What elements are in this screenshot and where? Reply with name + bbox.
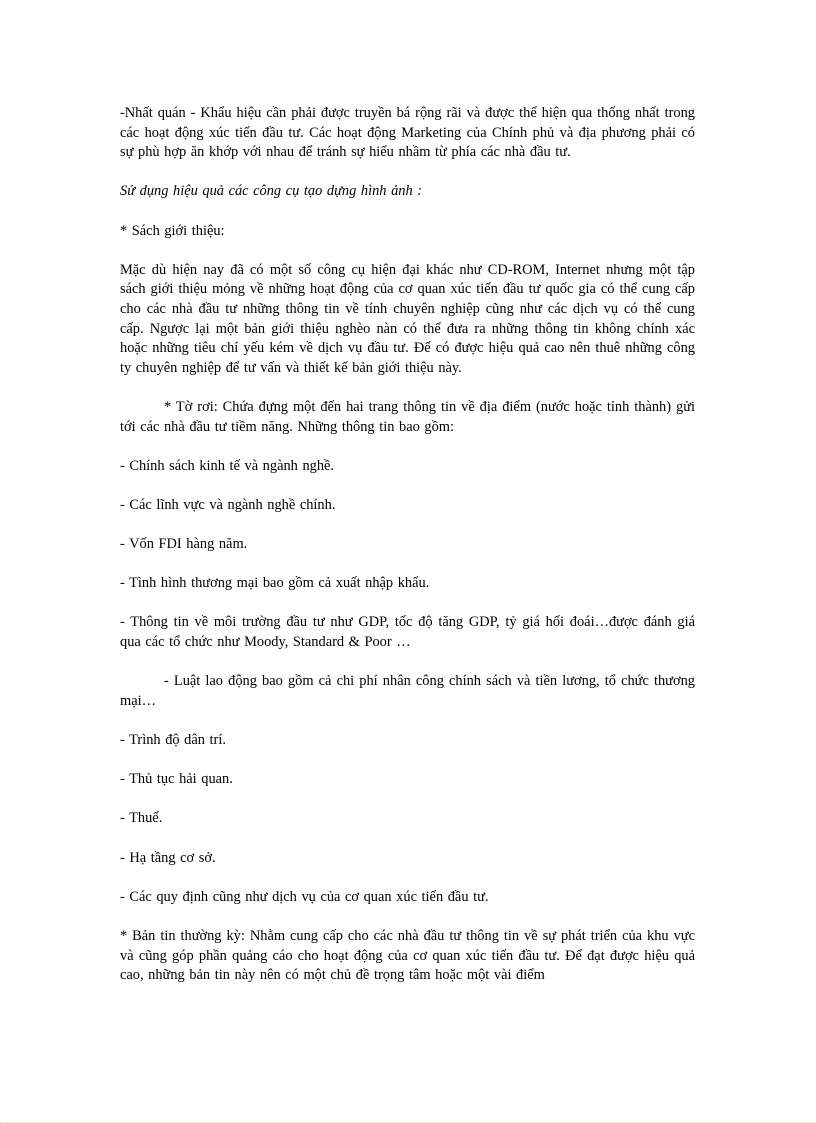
list-item: - Tình hình thương mại bao gồm cả xuất nhập khẩu. — [120, 575, 430, 592]
list-item: - Thủ tục hải quan. — [120, 771, 233, 788]
list-item: - Thuế. — [120, 810, 163, 827]
paragraph-nhat-quan: -Nhất quán - Khẩu hiệu cần phải được truyền bá rộng rãi và được thể hiện qua thống nhất trong các hoạt động xúc tiến đầu tư. Các hoạt động Marketing của Chính phủ và địa phương phải có sự phù hợp ăn khớp với nhau để tránh sự hiểu nhầm từ phía các nhà đầu tư. — [120, 105, 695, 161]
list-item: - Hạ tầng cơ sở. — [120, 849, 216, 866]
list-item: - Chính sách kinh tế và ngành nghề. — [120, 457, 335, 474]
list-item: - Vốn FDI hàng năm. — [120, 536, 248, 553]
list-item: - Trình độ dân trí. — [120, 732, 226, 748]
list-item: - Các quy định cũng như dịch vụ của cơ quan xúc tiến đầu tư. — [120, 888, 489, 905]
paragraph-to-roi: * Tờ rơi: Chứa đựng một đến hai trang thông tin về địa điểm (nước hoặc tỉnh thành) gửi tới các nhà đầu tư tiềm năng. Những thông tin bao gồm: — [120, 398, 695, 435]
page-body — [120, 104, 695, 1005]
paragraph-ban-tin: * Bản tin thường kỳ: Nhằm cung cấp cho các nhà đầu tư thông tin về sự phát triển của khu vực và cũng góp phần quảng cáo cho hoạt động của cơ quan xúc tiến đầu tư. Để đạt được hiệu quả cao, những bản tin này nên có một chủ đề trọng tâm hoặc một vài điểm — [120, 927, 695, 984]
list-item: - Các lĩnh vực và ngành nghề chính. — [120, 496, 336, 513]
section-heading: Sử dụng hiệu quả các công cụ tạo dựng hình ảnh : — [120, 183, 423, 200]
list-item: - Luật lao động bao gồm cả chi phí nhân công chính sách và tiền lương, tổ chức thương mại… — [120, 673, 695, 709]
list-item: - Thông tin về môi trường đầu tư như GDP, tốc độ tăng GDP, tỷ giá hối đoái…được đánh giá qua các tổ chức như Moody, Standard & Poor … — [120, 614, 695, 651]
subheading-sach-gioi-thieu: * Sách giới thiệu: — [120, 222, 225, 239]
paragraph-mac-du: Mặc dù hiện nay đã có một số công cụ hiện đại khác như CD-ROM, Internet nhưng một tập sách giới thiệu mỏng về những hoạt động của cơ quan xúc tiến đầu tư quốc gia có thể cung cấp cho các nhà đầu tư những thông tin về tính chuyên nghiệp cũng như các dịch vụ có thể cung cấp. Ngược lại một bản giới thiệu nghèo nàn có thể đưa ra những thông tin không chính xác hoặc những tiêu chí yếu kém về dịch vụ đầu tư. Để có được hiệu quả cao nên thuê những công ty chuyên nghiệp để tư vấn và thiết kế bản giới thiệu này. — [120, 261, 695, 376]
